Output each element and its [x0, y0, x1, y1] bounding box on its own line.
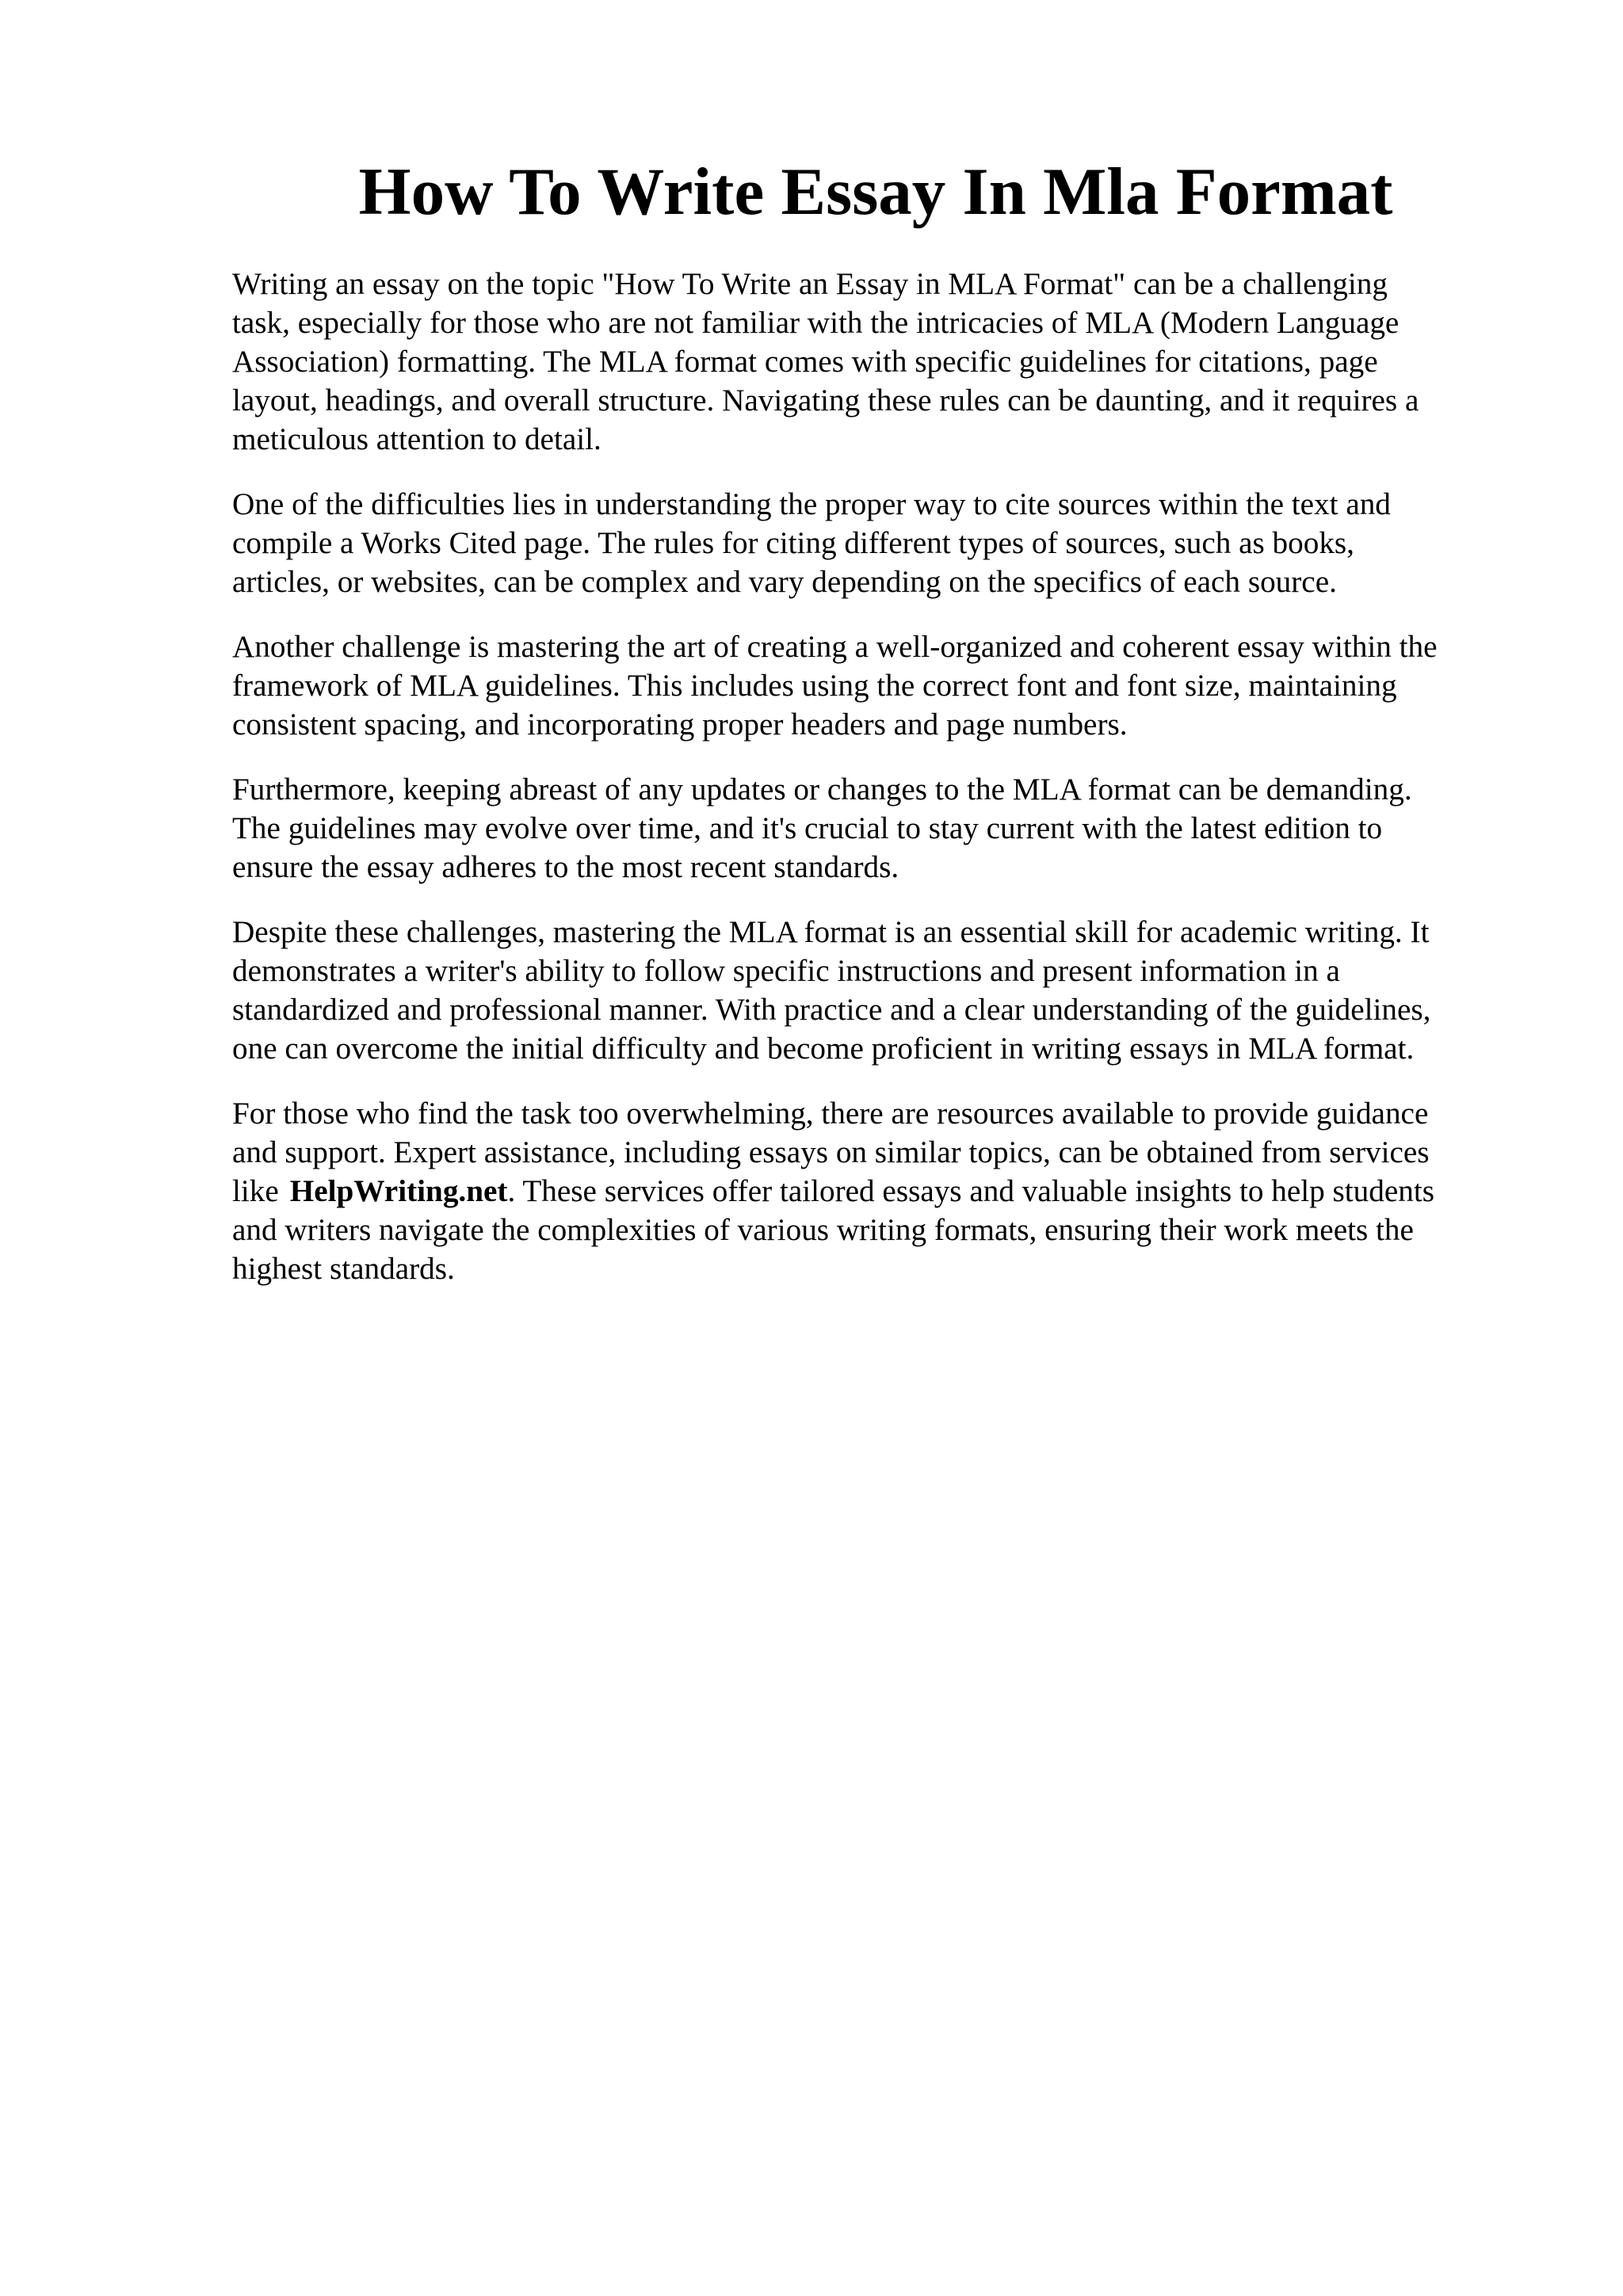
text-line: Association) formatting. The MLA format comes with specific guidelines for citations, page: [232, 345, 1378, 379]
text-line: The guidelines may evolve over time, and it's crucial to stay current with the latest edition to: [232, 811, 1383, 845]
helpwriting-link[interactable]: HelpWriting.net: [289, 1174, 508, 1208]
text-line: Despite these challenges, mastering the MLA format is an essential skill for academic writing. It: [232, 915, 1430, 949]
text-line: consistent spacing, and incorporating proper headers and page numbers.: [232, 707, 1128, 742]
text-line: highest standards.: [232, 1252, 455, 1286]
text-line: For those who find the task too overwhelming, there are resources available to provide guidance: [232, 1097, 1429, 1131]
text-line: articles, or websites, can be complex and vary depending on the specifics of each source.: [232, 565, 1337, 599]
document-title: How To Write Essay In Mla Format: [358, 154, 1393, 229]
text-line: demonstrates a writer's ability to follow specific instructions and present information in a: [232, 954, 1340, 988]
text-line: and writers navigate the complexities of various writing formats, ensuring their work meets the: [232, 1213, 1414, 1247]
paragraph-resources: [232, 1094, 1524, 1288]
document-body: [232, 265, 1524, 1314]
link-suffix-text: . These services offer tailored essays and valuable insights to help students: [507, 1174, 1434, 1208]
paragraph-citations: [232, 485, 1524, 601]
text-line-with-link: [232, 1172, 1524, 1211]
text-line: compile a Works Cited page. The rules for citing different types of sources, such as books,: [232, 526, 1354, 560]
text-line: task, especially for those who are not familiar with the intricacies of MLA (Modern Language: [232, 306, 1400, 340]
text-line: standardized and professional manner. With practice and a clear understanding of the guidelines,: [232, 993, 1431, 1027]
text-line: meticulous attention to detail.: [232, 422, 601, 456]
paragraph-updates: [232, 770, 1524, 887]
text-line: Writing an essay on the topic "How To Write an Essay in MLA Format" can be a challenging: [232, 267, 1388, 301]
text-line: One of the difficulties lies in understanding the proper way to cite sources within the text and: [232, 487, 1391, 521]
paragraph-conclusion: [232, 913, 1524, 1068]
paragraph-organization: [232, 627, 1524, 744]
link-prefix-text: like: [232, 1174, 279, 1208]
paragraph-intro: [232, 265, 1524, 459]
text-line: Furthermore, keeping abreast of any updates or changes to the MLA format can be demanding.: [232, 772, 1412, 807]
text-line: and support. Expert assistance, including essays on similar topics, can be obtained from services: [232, 1135, 1430, 1169]
text-line: layout, headings, and overall structure. Navigating these rules can be daunting, and it requires a: [232, 383, 1419, 418]
text-line: one can overcome the initial difficulty and become proficient in writing essays in MLA format.: [232, 1032, 1415, 1066]
text-line: framework of MLA guidelines. This includes using the correct font and font size, maintaining: [232, 669, 1397, 703]
text-line: Another challenge is mastering the art of creating a well-organized and coherent essay within the: [232, 630, 1438, 664]
text-line: ensure the essay adheres to the most recent standards.: [232, 850, 899, 884]
